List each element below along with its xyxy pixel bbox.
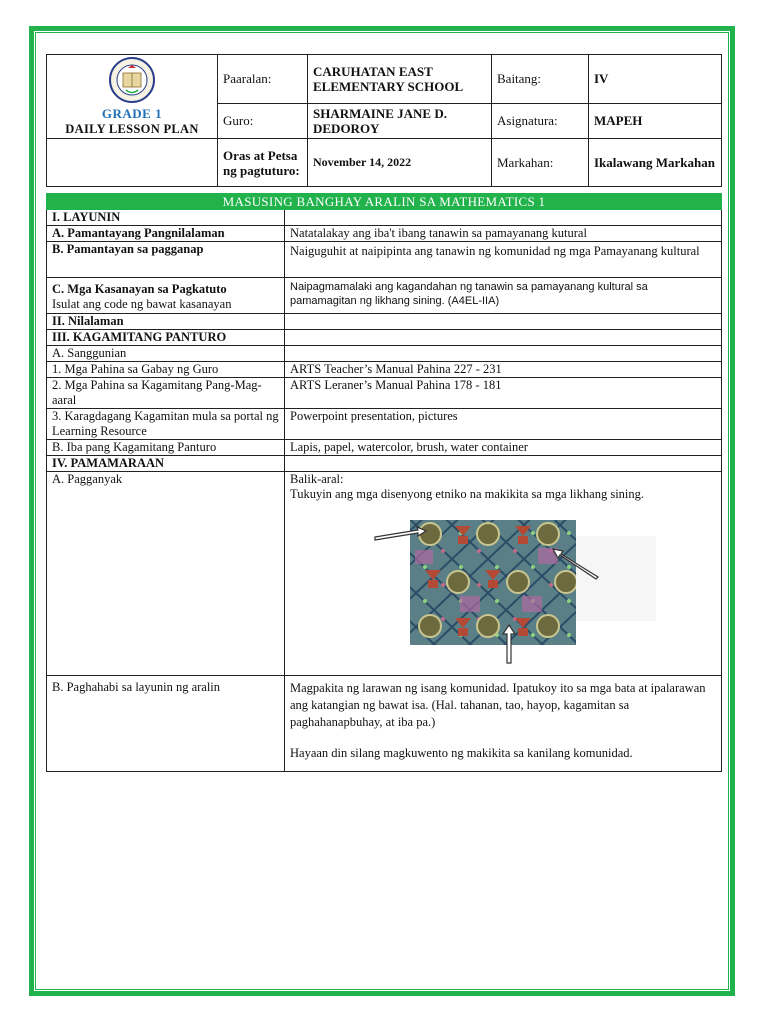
teacher-label: Guro:: [218, 103, 308, 138]
lesson-plan-table: [46, 193, 722, 772]
empty-cell: [285, 314, 722, 330]
iba-pang-label: B. Iba pang Kagamitang Panturo: [47, 440, 285, 456]
quarter-value: Ikalawang Markahan: [589, 139, 722, 187]
grade-level-value: IV: [589, 55, 722, 104]
empty-cell: [285, 346, 722, 362]
date-label: Oras at Petsa ng pagtuturo:: [218, 139, 308, 187]
kasanayan-label: C. Mga Kasanayan sa Pagkatuto: [52, 282, 227, 296]
pangnilalaman-value: Natatalakay ang iba't ibang tanawin sa pamayanang kutural: [285, 226, 722, 242]
ethnic-pattern-image: [290, 508, 710, 668]
layunin-heading: I. LAYUNIN: [47, 210, 285, 226]
empty-cell: [285, 330, 722, 346]
grade-level-label: Baitang:: [492, 55, 589, 104]
kagamitan-heading: III. KAGAMITANG PANTURO: [47, 330, 285, 346]
gabay-label: 1. Mga Pahina sa Gabay ng Guro: [47, 362, 285, 378]
nilalaman-heading: II. Nilalaman: [47, 314, 285, 330]
pang-mag-aaral-value: ARTS Leraner’s Manual Pahina 178 - 181: [285, 378, 722, 409]
kasanayan-cell: [47, 278, 285, 314]
balik-aral-label: Balik-aral:: [290, 472, 344, 486]
karagdagang-value: Powerpoint presentation, pictures: [285, 409, 722, 440]
kasanayan-sub: Isulat ang code ng bawat kasanayan: [52, 297, 232, 311]
paghahabi-value-1: Magpakita ng larawan ng isang komunidad. Ipatukoy ito sa mga bata at ipalarawan ang katangian ng bawat isa. (Hal. tahanan, tao, hayop, kagamitan sa paghahanapbuhay, at iba pa.): [290, 681, 706, 729]
subject-value: MAPEH: [589, 103, 722, 138]
date-value: November 14, 2022: [308, 139, 492, 187]
school-label: Paaralan:: [218, 55, 308, 104]
paghahabi-value-2: Hayaan din silang magkuwento ng makikita sa kanilang komunidad.: [290, 746, 633, 760]
logo-cell: [47, 55, 218, 139]
iba-pang-value: Lapis, papel, watercolor, brush, water container: [285, 440, 722, 456]
quarter-label: Markahan:: [492, 139, 589, 187]
deped-seal-icon: [108, 56, 156, 104]
pagganyak-cell: [285, 472, 722, 676]
sanggunian-label: A. Sanggunian: [47, 346, 285, 362]
gabay-value: ARTS Teacher’s Manual Pahina 227 - 231: [285, 362, 722, 378]
empty-cell: [285, 210, 722, 226]
empty-logo-cell: [47, 139, 218, 187]
header-table: [46, 54, 722, 187]
karagdagang-label: 3. Karagdagang Kagamitan mula sa portal ng Learning Resource: [47, 409, 285, 440]
table-title: MASUSING BANGHAY ARALIN SA MATHEMATICS 1: [47, 194, 722, 210]
plan-title: DAILY LESSON PLAN: [65, 122, 199, 136]
teacher-value: SHARMAINE JANE D. DEDOROY: [308, 103, 492, 138]
pattern-figure: [290, 502, 716, 672]
empty-cell: [285, 456, 722, 472]
pangnilalaman-label: A. Pamantayang Pangnilalaman: [47, 226, 285, 242]
pang-mag-aaral-label: 2. Mga Pahina sa Kagamitang Pang-Mag-aaral: [47, 378, 285, 409]
school-value: CARUHATAN EAST ELEMENTARY SCHOOL: [308, 55, 492, 104]
pagganyak-label: A. Pagganyak: [47, 472, 285, 676]
grade-label: GRADE 1: [101, 106, 163, 121]
pagganap-label: B. Pamantayan sa pagganap: [47, 242, 285, 278]
pamamaraan-heading: IV. PAMAMARAAN: [47, 456, 285, 472]
pagganap-value: Naiguguhit at naipipinta ang tanawin ng komunidad ng mga Pamayanang kultural: [285, 242, 722, 278]
pagganyak-value: Tukuyin ang mga disenyong etniko na makikita sa mga likhang sining.: [290, 487, 645, 501]
subject-label: Asignatura:: [492, 103, 589, 138]
kasanayan-value: Naipagmamalaki ang kagandahan ng tanawin sa pamayanang kultural sa pamamagitan ng likhang sining. (A4EL-IIA): [285, 278, 722, 314]
paghahabi-cell: [285, 676, 722, 772]
paghahabi-label: B. Paghahabi sa layunin ng aralin: [47, 676, 285, 772]
spacer: [290, 731, 716, 745]
